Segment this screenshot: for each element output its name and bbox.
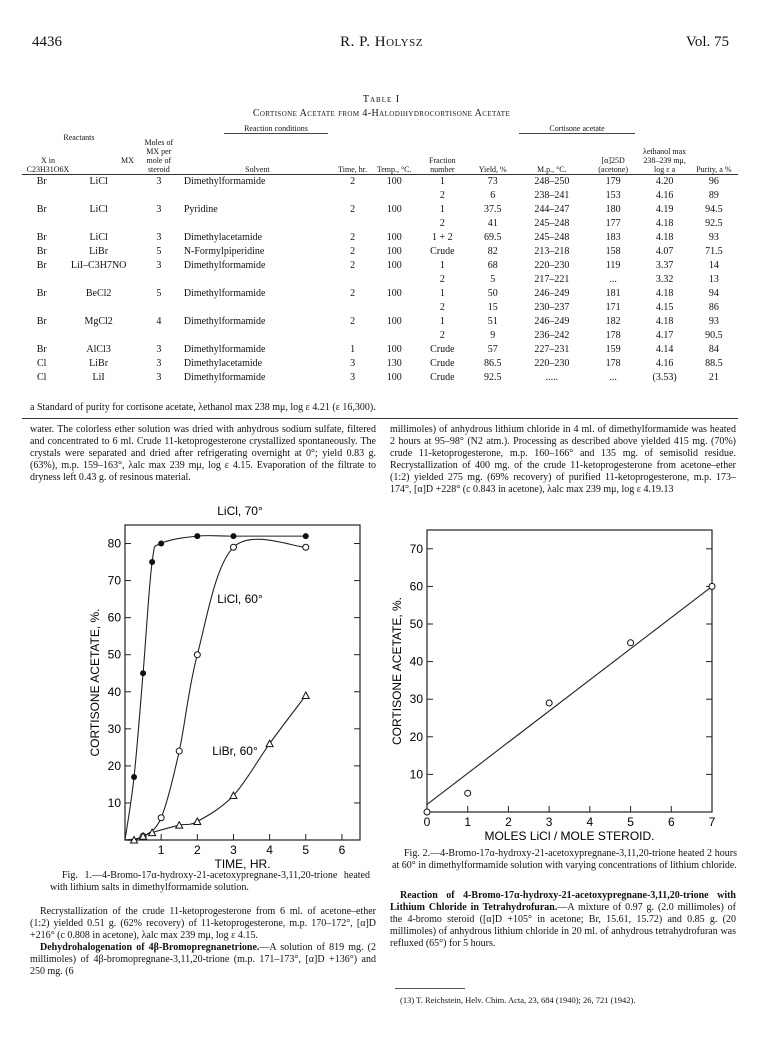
left-bottom-paragraph-2: —A solution of 819 mg. (2 millimoles) of 4β-bromopregnane-3,11,20-trione (m.p. 171–173°, [α]D +136°) and 250 mg. (6 [30, 942, 376, 977]
table-cell: 220–230 [534, 260, 570, 271]
table-cell: 14 [708, 260, 719, 271]
table-cell: 220–230 [534, 358, 570, 369]
figure-2-chart [392, 520, 737, 845]
table-cell: 248–250 [534, 176, 570, 187]
group-cortisone-acetate: Cortisone acetate [519, 124, 634, 134]
table-cell: 100 [386, 344, 402, 355]
y-axis-label: CORTISONE ACETATE, %. [390, 596, 404, 746]
table-cell: Dimethylformamide [183, 260, 266, 271]
y-tick-label: 40 [409, 654, 423, 669]
table-cell: 37.5 [483, 204, 502, 215]
table-cell: ..... [545, 372, 559, 383]
table-cell [22, 301, 61, 315]
volume-label: Vol. 75 [685, 34, 729, 50]
y-tick-label: 40 [107, 684, 121, 699]
table-cell: 3 [156, 344, 162, 355]
table-cell [182, 189, 333, 203]
table-cell: 69.5 [483, 232, 502, 243]
reference-13: (13) T. Reichstein, Helv. Chim. Acta, 23, 684 (1940); 26, 721 (1942). [400, 995, 636, 1005]
y-axis-label: CORTISONE ACETATE, %. [88, 608, 102, 757]
plot-frame [427, 530, 712, 812]
table-cell: 90.5 [705, 330, 723, 341]
table-cell: 92.5 [483, 372, 502, 383]
table-cell: AlCl3 [86, 344, 111, 355]
table-cell: Br [36, 204, 47, 215]
table-cell: 245–248 [534, 232, 570, 243]
table-cell: 89 [708, 190, 719, 201]
data-point [546, 700, 552, 706]
table-cell: 119 [605, 260, 621, 271]
table-cell: 213–218 [534, 246, 570, 257]
table-cell: 3 [156, 372, 162, 383]
table-cell: 159 [605, 344, 621, 355]
x-tick-label: 3 [230, 843, 237, 857]
table-cell: 2 [439, 274, 445, 285]
table-cell: 2 [350, 176, 356, 187]
table-row [22, 301, 738, 315]
running-author: R. P. Holysz [340, 34, 423, 50]
table-cell: (3.53) [652, 372, 677, 383]
header-reactants: Reactants [63, 133, 95, 142]
table-cell: 4.18 [655, 218, 674, 229]
table-cell: 158 [605, 246, 621, 257]
table-cell: BeCl2 [85, 288, 112, 299]
table-cell: ... [609, 274, 617, 285]
table-cell: 4.18 [655, 232, 674, 243]
table-cell: 2 [350, 316, 356, 327]
table-cell: Br [36, 288, 47, 299]
left-column-text [30, 424, 376, 484]
y-tick-label: 50 [409, 617, 423, 631]
table-cell: 1 [439, 176, 445, 187]
table-cell: 1 [350, 344, 356, 355]
table-cell: 246–249 [534, 288, 570, 299]
table-cell: 4.18 [655, 288, 674, 299]
page-number: 4436 [32, 34, 62, 50]
table-cell: Dimethylacetamide [183, 232, 263, 243]
table-cell: 178 [605, 330, 621, 341]
table-cell: 2 [350, 246, 356, 257]
y-tick-label: 70 [409, 541, 423, 556]
table-cell: 100 [386, 232, 402, 243]
y-tick-label: 20 [409, 729, 423, 744]
table-cell: 9 [490, 330, 496, 341]
left-bottom-paragraph-1: Recrystallization of the crude 11-ketoprogesterone from 6 ml. of acetone–ether (1:2) yielded 0.51 g. (62% recovery) of 11-ketoprogesterone, m.p. 170–172°, [α]D +216° (c 0.808 in acetone), λalc max 239 mμ, log ε 4.15. [30, 906, 376, 941]
table-cell: 15 [487, 302, 498, 313]
header-yield: Yield, % [478, 165, 507, 174]
table-cell: 227–231 [534, 344, 570, 355]
table-row [22, 357, 738, 371]
table-cell: 3 [156, 232, 162, 243]
table-cell [61, 273, 135, 287]
x-tick-label: 7 [708, 815, 716, 829]
table-cell: 5 [490, 274, 496, 285]
table-cell: 183 [605, 232, 621, 243]
table-cell: 238–241 [534, 190, 570, 201]
table-cell [333, 301, 372, 315]
group-reaction-conditions: Reaction conditions [224, 124, 328, 134]
table-cell: 73 [487, 176, 498, 187]
table-row [22, 343, 738, 357]
table-cell: Dimethylformamide [183, 176, 266, 187]
table-cell: Br [36, 176, 47, 187]
table-cell: 21 [708, 372, 719, 383]
table-cell: 57 [487, 344, 498, 355]
table-cell: 88.5 [705, 358, 723, 369]
x-tick-label: 5 [627, 815, 634, 829]
table-cell: 1 + 2 [432, 232, 453, 243]
header-moles: Moles of MX per mole of steroid [144, 138, 174, 174]
table-cell: 1 [439, 204, 445, 215]
x-tick-label: 5 [302, 843, 310, 857]
table-number: Table I [362, 94, 401, 105]
table-cell: 179 [605, 176, 621, 187]
table-cell: Dimethylformamide [183, 344, 266, 355]
table-cell: 94 [708, 288, 719, 299]
table-cell: 4.19 [655, 204, 674, 215]
table-cell: LiBr [89, 246, 109, 257]
table-cell: LiCl [89, 204, 108, 215]
table-cell: Crude [430, 358, 455, 369]
data-point [303, 533, 309, 539]
y-tick-label: 60 [409, 579, 423, 594]
table-cell: 3 [156, 358, 162, 369]
table-cell: 153 [605, 190, 621, 201]
table-cell [333, 217, 372, 231]
table-cell: 244–247 [534, 204, 570, 215]
table-cell: 178 [605, 358, 621, 369]
figure-1-chart [30, 505, 375, 870]
table-cell: LiCl [89, 176, 108, 187]
data-point [628, 640, 634, 646]
table-cell [333, 189, 372, 203]
right-bottom-heading: Reaction of 4-Bromo-17α-hydroxy-21-acetoxypregnane-3,11,20-trione with Lithium Chloride in Tetrahydrofuran. [390, 890, 736, 913]
table-cell: Br [36, 344, 47, 355]
table-cell: N-Formylpiperidine [183, 246, 265, 257]
header-rotation: [α]25D (acetone) [598, 156, 628, 174]
header-purity: Purity, a % [696, 165, 732, 174]
table-cell: 5 [156, 246, 162, 257]
table-cell: 3.32 [655, 274, 674, 285]
data-point [303, 544, 309, 550]
x-tick-label: 1 [464, 815, 472, 829]
right-paragraph: millimoles) of anhydrous lithium chloride in 4 ml. of dimethylformamide was heated 2 hours at 95–98° (N2 atm.). Processing as described above yielded 415 mg. (70%) crude 11-ketoprogesterone, m.p. 160–166° and 135 mg. of semisolid residue. Recrystallization of 400 mg. of the crude 11-ketoprogesterone from acetone–ether (1:2) yielded 275 mg. (69% recovery) of purified 11-ketoprogesterone, m.p. 173–174°, [α]D +228° (c 0.843 in acetone), λalc max 239 mμ, log ε 4.19.13 [390, 424, 736, 495]
series-line [125, 536, 306, 840]
table-cell [136, 301, 182, 315]
series-label: LiCl, 60° [217, 592, 263, 606]
table-cell: 50 [487, 288, 498, 299]
figure-1-caption: Fig. 1.—4-Bromo-17α-hydroxy-21-acetoxypregnane-3,11,20-trione heated with lithium salts in dimethylformamide solution. [50, 870, 370, 893]
table-cell: 2 [439, 218, 445, 229]
data-point [230, 533, 236, 539]
table-row [22, 189, 738, 203]
table-cell: 5 [156, 288, 162, 299]
table-cell: 1 [439, 260, 445, 271]
table-cell: 3 [156, 260, 162, 271]
table-cell: 2 [350, 204, 356, 215]
table-cell [372, 189, 416, 203]
y-tick-label: 20 [107, 758, 121, 773]
table-cell: 4.17 [655, 330, 674, 341]
table-cell: 68 [487, 260, 498, 271]
table-cell: 3 [350, 372, 356, 383]
right-bottom-text [390, 890, 736, 950]
table-cell: 4.20 [655, 176, 674, 187]
header-temp: Temp., °C. [376, 165, 412, 174]
table-cell: LiCl [89, 232, 108, 243]
table-row [22, 259, 738, 273]
table-cell [372, 329, 416, 343]
data-table [22, 124, 738, 385]
table-cell: 2 [439, 330, 445, 341]
table-cell [372, 273, 416, 287]
y-tick-label: 50 [107, 647, 121, 662]
table-cell: 86.5 [483, 358, 502, 369]
header-solvent: Solvent [245, 165, 270, 174]
right-bottom-paragraph: —A mixture of 0.97 g. (2.0 millimoles) of the 4-bromo steroid ([α]D +105° in acetone; Br, 15.61, 15.72) and 0.85 g. (20 millimoles) of anhydrous lithium chloride in 20 ml. of anhydrous tetrahydrofuran was refluxed (65°) for 5 hours. [390, 902, 737, 949]
table-cell [182, 273, 333, 287]
table-cell: 3 [156, 204, 162, 215]
data-point [158, 541, 164, 547]
x-tick-label: 4 [266, 843, 273, 857]
table-cell: 1 [439, 316, 445, 327]
header-mx: MX [120, 156, 134, 165]
table-cell [22, 273, 61, 287]
table-cell [136, 189, 182, 203]
plot-frame [125, 525, 360, 840]
table-cell: 4 [156, 316, 162, 327]
table-cell: 2 [439, 302, 445, 313]
table-cell: 82 [487, 246, 498, 257]
table-cell: 51 [487, 316, 498, 327]
table-row [22, 287, 738, 301]
table-cell: LiI [92, 372, 105, 383]
data-point [131, 774, 137, 780]
left-bottom-text [30, 906, 376, 978]
data-point [149, 559, 155, 565]
table-cell [61, 301, 135, 315]
table-cell: 4.14 [655, 344, 674, 355]
table-cell: Crude [430, 344, 455, 355]
table-cell: 100 [386, 204, 402, 215]
table-cell: 3 [156, 176, 162, 187]
table-cell: 245–248 [534, 218, 570, 229]
data-point [709, 583, 715, 589]
y-tick-label: 10 [409, 767, 423, 782]
data-point [158, 815, 164, 821]
x-tick-label: 6 [338, 843, 346, 857]
table-cell: Dimethylacetamide [183, 358, 263, 369]
table-cell: 3.37 [655, 260, 674, 271]
table-cell [22, 189, 61, 203]
data-point [194, 652, 200, 658]
table-row [22, 175, 738, 190]
x-axis-label: MOLES LiCl / MOLE STEROID. [484, 829, 655, 843]
table-cell [136, 273, 182, 287]
table-row [22, 329, 738, 343]
table-cell: 246–249 [534, 316, 570, 327]
table-cell [136, 329, 182, 343]
series-label: LiCl, 70° [217, 504, 263, 518]
header-mp: M.p., °C. [536, 165, 567, 174]
table-cell: 4.07 [655, 246, 674, 257]
x-tick-label: 6 [667, 815, 675, 829]
left-paragraph: water. The colorless ether solution was dried with anhydrous sodium sulfate, filtered and concentrated to 6 ml. Crude 11-ketoprogesterone crystallized spontaneously. The crystals were separated and dried after refrigerating overnight at 0°; yield 0.83 g. (63%), m.p. 159–163°, λalc max 239 mμ, log ε 4.15. Evaporation of the filtrate to dryness left 0.43 g. of resinous material. [30, 424, 376, 483]
table-cell [61, 189, 135, 203]
table-cell: Cl [36, 358, 47, 369]
fit-line [427, 586, 712, 804]
y-tick-label: 80 [107, 536, 121, 551]
header-lambda: λethanol max 238–239 mμ, log ε a [642, 147, 687, 174]
series-line [125, 695, 306, 840]
table-cell: 4.16 [655, 190, 674, 201]
table-cell: 100 [386, 288, 402, 299]
table-cell: 100 [386, 372, 402, 383]
x-axis-label: TIME, HR. [214, 857, 271, 871]
data-point [230, 544, 236, 550]
table-cell: 2 [350, 232, 356, 243]
table-cell: 180 [605, 204, 621, 215]
table-cell [182, 301, 333, 315]
table-cell: 4.15 [655, 302, 674, 313]
table-cell: 171 [605, 302, 621, 313]
header-fraction: Fraction number [429, 156, 456, 174]
table-cell: 2 [439, 190, 445, 201]
table-cell: 100 [386, 316, 402, 327]
x-tick-label: 3 [545, 815, 553, 829]
table-cell: LiI–C3H7NO [70, 260, 127, 271]
table-cell: Dimethylformamide [183, 316, 266, 327]
data-point [302, 692, 309, 699]
table-cell: 41 [487, 218, 498, 229]
table-cell: 6 [490, 190, 496, 201]
table-cell: 2 [350, 260, 356, 271]
x-tick-label: 2 [193, 843, 201, 857]
table-cell: 84 [708, 344, 719, 355]
data-point [194, 818, 201, 825]
table-cell: Crude [430, 372, 455, 383]
table-cell [333, 329, 372, 343]
header-x: X in C23H31O6X [26, 156, 70, 174]
table-cell: 217–221 [534, 274, 570, 285]
table-cell: 177 [605, 218, 621, 229]
table-row [22, 217, 738, 231]
x-tick-label: 1 [157, 843, 165, 857]
table-cell [182, 329, 333, 343]
table-cell: 100 [386, 176, 402, 187]
table-row [22, 203, 738, 217]
table-cell: Dimethylformamide [183, 372, 266, 383]
table-row [22, 315, 738, 329]
table-cell: 3 [350, 358, 356, 369]
table-cell: ... [609, 372, 617, 383]
y-tick-label: 70 [107, 573, 121, 588]
table-cell: 2 [350, 288, 356, 299]
table-cell: 71.5 [705, 246, 723, 257]
table-bottom-rule [22, 418, 738, 419]
x-tick-label: 0 [423, 815, 431, 829]
table-cell: Br [36, 260, 47, 271]
table-cell: 93 [708, 316, 719, 327]
left-bottom-heading: Dehydrohalogenation of 4β-Bromopregnanetrione. [40, 942, 260, 953]
table-cell [22, 217, 61, 231]
table-cell: Br [36, 232, 47, 243]
table-cell: 100 [386, 260, 402, 271]
data-point [465, 790, 471, 796]
table-cell [333, 273, 372, 287]
table-cell: LiBr [89, 358, 109, 369]
table-cell: 94.5 [705, 204, 723, 215]
table-cell: 1 [439, 288, 445, 299]
data-point [194, 533, 200, 539]
data-point [140, 670, 146, 676]
table-cell [372, 217, 416, 231]
table-cell: 92.5 [705, 218, 723, 229]
table-row [22, 273, 738, 287]
figure-2-caption: Fig. 2.—4-Bromo-17α-hydroxy-21-acetoxypregnane-3,11,20-trione heated 2 hours at 60° in dimethylformamide solution with varying concentrations of lithium chloride. [392, 848, 737, 871]
table-row [22, 231, 738, 245]
header-time: Time, hr. [338, 165, 367, 174]
table-cell: 236–242 [534, 330, 570, 341]
right-column-text [390, 424, 736, 496]
table-cell: 86 [708, 302, 719, 313]
table-cell: MgCl2 [84, 316, 113, 327]
table-cell: 93 [708, 232, 719, 243]
table-cell [136, 217, 182, 231]
table-cell [61, 329, 135, 343]
table-cell: 182 [605, 316, 621, 327]
data-point [176, 748, 182, 754]
table-cell [61, 217, 135, 231]
table-cell: 230–237 [534, 302, 570, 313]
table-row [22, 245, 738, 259]
table-cell [182, 217, 333, 231]
table-cell: 4.16 [655, 358, 674, 369]
table-cell: 96 [708, 176, 719, 187]
y-tick-label: 30 [107, 721, 121, 736]
table-cell: 13 [708, 274, 719, 285]
table-footnote: a Standard of purity for cortisone acetate, λethanol max 238 mμ, log ε 4.21 (ε 16,300). [30, 402, 376, 413]
table-cell: 4.18 [655, 316, 674, 327]
table-cell: 100 [386, 246, 402, 257]
y-tick-label: 60 [107, 610, 121, 625]
table-cell: Dimethylformamide [183, 288, 266, 299]
series-label: LiBr, 60° [212, 744, 258, 758]
x-tick-label: 4 [586, 815, 594, 829]
table-cell: 130 [386, 358, 402, 369]
table-cell: Cl [36, 372, 47, 383]
table-cell: Br [36, 246, 47, 257]
data-point [424, 809, 430, 815]
table-cell: 181 [605, 288, 621, 299]
x-tick-label: 2 [505, 815, 512, 829]
y-tick-label: 30 [409, 692, 423, 707]
table-title: Cortisone Acetate from 4-Halodihydrocortisone Acetate [252, 108, 511, 119]
series-line [125, 539, 306, 840]
table-cell: Br [36, 316, 47, 327]
table-cell: Pyridine [183, 204, 218, 215]
table-cell [22, 329, 61, 343]
y-tick-label: 10 [107, 795, 121, 810]
table-cell [372, 301, 416, 315]
table-cell: Crude [430, 246, 455, 257]
table-row [22, 371, 738, 385]
footnote-rule [395, 988, 465, 989]
